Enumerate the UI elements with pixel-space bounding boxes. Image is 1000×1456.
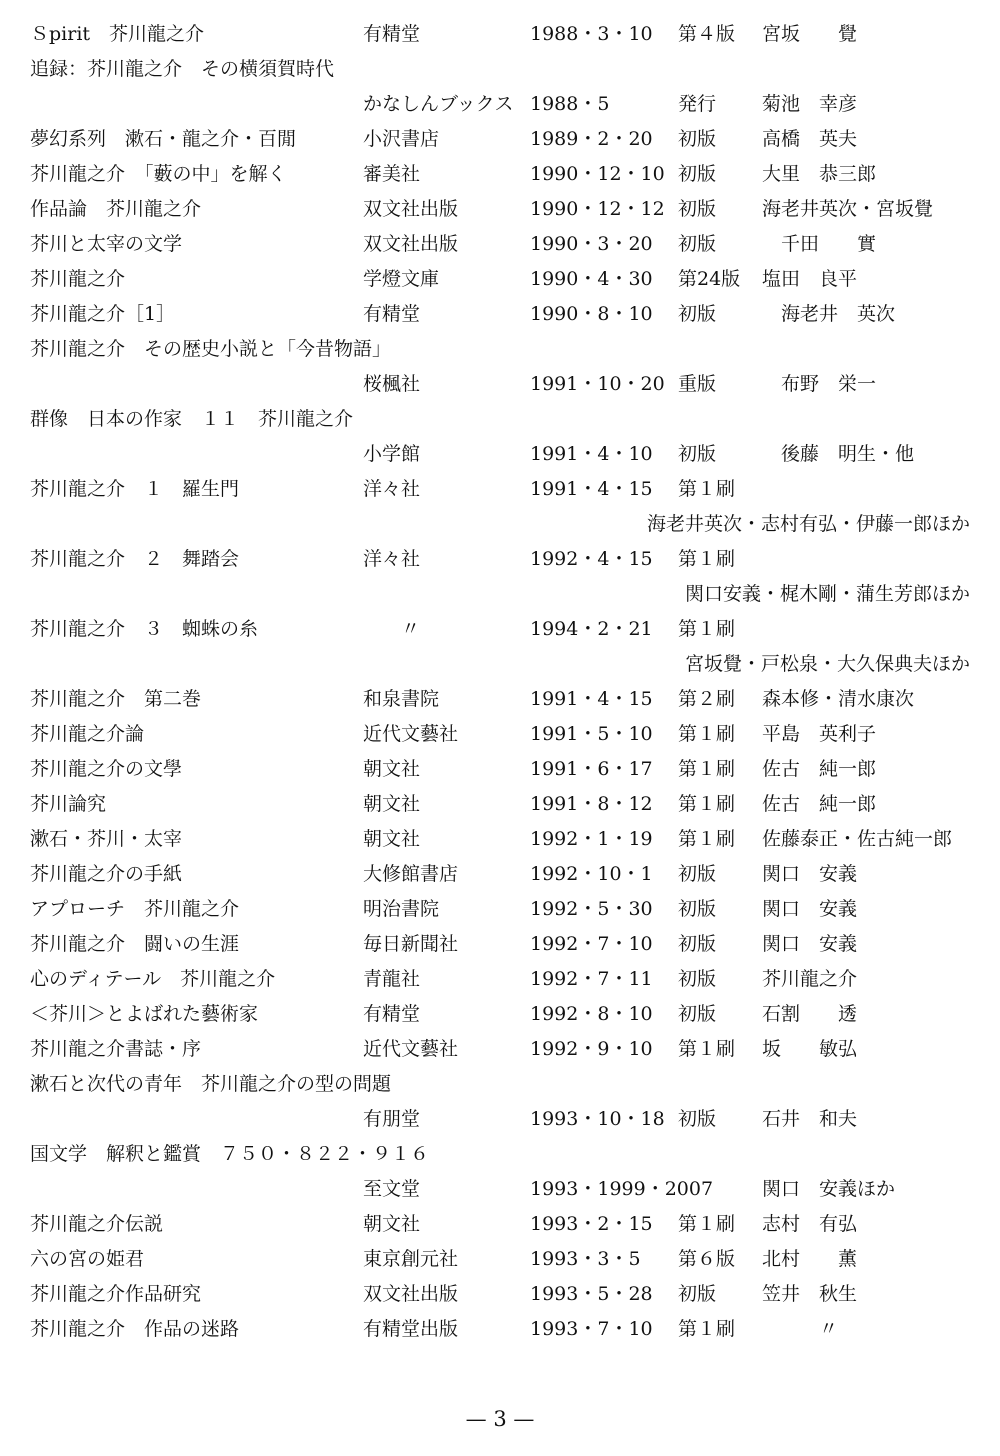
author: 佐古 純一郎 [762,793,877,815]
book-title: 六の宮の姫君 [30,1248,145,1270]
edition: 初版 [678,933,717,955]
author: 石割 透 [762,1003,858,1025]
book-title: 芥川龍之介の文學 [30,758,183,780]
author: 佐古 純一郎 [762,758,877,780]
bibliography-entry-row [0,437,1000,472]
bibliography-entry-row [0,52,1000,87]
publisher: 双文社出版 [363,233,459,255]
book-title: 漱石と次代の青年 芥川龍之介の型の問題 [30,1073,392,1095]
book-title: 芥川と太宰の文学 [30,233,183,255]
edition: 第１刷 [678,1318,736,1340]
publisher: 双文社出版 [363,198,459,220]
publisher: 有精堂 [363,1003,421,1025]
publisher: 近代文藝社 [363,1038,459,1060]
publication-date: 1992・8・10 [530,1003,653,1025]
edition: 重版 [678,373,717,395]
publication-date: 1991・6・17 [530,758,653,780]
author: 坂 敏弘 [762,1038,858,1060]
publication-date: 1993・5・28 [530,1283,653,1305]
edition: 初版 [678,968,717,990]
bibliography-entry-row [0,647,1000,682]
bibliography-entry-row [0,17,1000,52]
publisher: 有朋堂 [363,1108,421,1130]
book-title: 芥川龍之介［1］ [30,303,176,325]
publication-date: 1992・7・10 [530,933,653,955]
author: 平島 英利子 [762,723,877,745]
edition: 初版 [678,1283,717,1305]
publication-date: 1992・4・15 [530,548,653,570]
publication-date: 1991・4・15 [530,478,653,500]
publication-date: 1990・12・10 [530,163,665,185]
edition: 初版 [678,898,717,920]
book-title: 芥川龍之介 その歴史小説と「今昔物語」 [30,338,392,360]
bibliography-entry-row [0,542,1000,577]
book-title: 芥川龍之介の手紙 [30,863,183,885]
bibliography-entry-row [0,122,1000,157]
publication-date: 1990・8・10 [530,303,653,325]
bibliography-entry-row [0,997,1000,1032]
book-title: 芥川龍之介 [30,268,126,290]
publisher: 小学館 [363,443,421,465]
page-number: — 3 — [465,1407,535,1431]
book-title: 芥川龍之介 第二巻 [30,688,202,710]
author: 高橋 英夫 [762,128,858,150]
book-title: 作品論 芥川龍之介 [30,198,202,220]
publication-date: 1993・10・18 [530,1108,665,1130]
publisher: 朝文社 [363,793,421,815]
book-title: 芥川龍之介 「藪の中」を解く [30,163,287,185]
edition: 第24版 [678,268,741,290]
author: 海老井英次・宮坂覺 [762,198,934,220]
edition: 初版 [678,233,717,255]
edition: 初版 [678,128,717,150]
publication-date: 1991・4・15 [530,688,653,710]
book-title: 芥川龍之介 作品の迷路 [30,1318,240,1340]
book-title: 追録：芥川龍之介 その横須賀時代 [30,58,335,80]
bibliography-entry-row [0,87,1000,122]
edition: 第１刷 [678,723,736,745]
bibliography-entry-row [0,192,1000,227]
publication-date: 1990・4・30 [530,268,653,290]
edition: 第１刷 [678,478,736,500]
book-title: 心のディテール 芥川龍之介 [30,968,276,990]
publication-date: 1991・8・12 [530,793,653,815]
bibliography-entry-row [0,1207,1000,1242]
book-title: アプローチ 芥川龍之介 [30,898,240,920]
contributors: 宮坂覺・戸松泉・大久保典夫ほか [684,653,970,675]
publication-date: 1993・2・15 [530,1213,653,1235]
book-title: 芥川龍之介伝説 [30,1213,164,1235]
book-title: 芥川論究 [30,793,107,815]
edition: 第１刷 [678,758,736,780]
bibliography-entry-row [0,577,1000,612]
publisher: 和泉書院 [363,688,440,710]
author: 千田 實 [762,233,877,255]
edition: 第１刷 [678,618,736,640]
publication-date: 1990・12・12 [530,198,665,220]
publisher: 毎日新聞社 [363,933,459,955]
publication-date: 1993・7・10 [530,1318,653,1340]
edition: 第２刷 [678,688,736,710]
edition: 第１刷 [678,828,736,850]
edition: 初版 [678,303,717,325]
book-title: 芥川龍之介作品研究 [30,1283,202,1305]
publisher: 有精堂 [363,303,421,325]
bibliography-entry-row [0,402,1000,437]
edition: 初版 [678,863,717,885]
publisher: 桜楓社 [363,373,421,395]
bibliography-entry-row [0,1242,1000,1277]
author: 北村 薫 [762,1248,858,1270]
publisher: 明治書院 [363,898,440,920]
bibliography-entry-row [0,157,1000,192]
bibliography-entry-row [0,1102,1000,1137]
bibliography-entry-row [0,1137,1000,1172]
author: 〃 [762,1318,839,1340]
book-title: Ｓpirit 芥川龍之介 [30,23,205,45]
publication-date: 1992・5・30 [530,898,653,920]
edition: 初版 [678,1003,717,1025]
author: 石井 和夫 [762,1108,858,1130]
edition: 初版 [678,163,717,185]
contributors: 海老井英次・志村有弘・伊藤一郎ほか [646,513,970,535]
book-title: 芥川龍之介論 [30,723,145,745]
bibliography-entry-row [0,822,1000,857]
book-title: 芥川龍之介 闘いの生涯 [30,933,240,955]
publication-date: 1988・3・10 [530,23,653,45]
bibliography-entry-row [0,1032,1000,1067]
book-title: 芥川龍之介 ２ 舞踏会 [30,548,240,570]
publication-date: 1991・5・10 [530,723,653,745]
publisher: 有精堂 [363,23,421,45]
bibliography-entry-row [0,752,1000,787]
bibliography-entry-row [0,892,1000,927]
bibliography-entry-row [0,367,1000,402]
author: 関口 安義 [762,863,858,885]
author: 佐藤泰正・佐古純一郎 [762,828,953,850]
bibliography-entry-row [0,297,1000,332]
book-title: 芥川龍之介書誌・序 [30,1038,202,1060]
edition: 第１刷 [678,548,736,570]
bibliography-entry-row [0,612,1000,647]
author: 後藤 明生・他 [762,443,915,465]
publisher: 朝文社 [363,1213,421,1235]
publisher: 洋々社 [363,478,421,500]
bibliography-entry-row [0,332,1000,367]
publisher: 至文堂 [363,1178,421,1200]
publication-date: 1989・2・20 [530,128,653,150]
book-title: 国文学 解釈と鑑賞 ７５０・８２２・９１６ [30,1143,430,1165]
publication-date: 1991・10・20 [530,373,665,395]
publisher: 朝文社 [363,758,421,780]
bibliography-entry-row [0,717,1000,752]
bibliography-entry-row [0,1312,1000,1347]
book-title: ＜芥川＞とよばれた藝術家 [30,1003,259,1025]
publication-date: 1992・7・11 [530,968,653,990]
author: 布野 栄一 [762,373,877,395]
edition: 第１刷 [678,793,736,815]
publisher: 双文社出版 [363,1283,459,1305]
publication-date: 1991・4・10 [530,443,653,465]
author: 海老井 英次 [762,303,896,325]
author: 志村 有弘 [762,1213,858,1235]
bibliography-entry-row [0,262,1000,297]
book-title: 芥川龍之介 １ 羅生門 [30,478,240,500]
author: 関口 安義 [762,933,858,955]
publication-date: 1992・1・19 [530,828,653,850]
publisher: 洋々社 [363,548,421,570]
bibliography-entry-row [0,1172,1000,1207]
publisher: 大修館書店 [363,863,459,885]
edition: 第１刷 [678,1038,736,1060]
publication-date: 1994・2・21 [530,618,653,640]
publisher: 審美社 [363,163,421,185]
book-title: 群像 日本の作家 １１ 芥川龍之介 [30,408,354,430]
author: 菊池 幸彦 [762,93,858,115]
author: 大里 恭三郎 [762,163,877,185]
publication-date: 1992・10・1 [530,863,653,885]
bibliography-entry-row [0,472,1000,507]
edition: 初版 [678,443,717,465]
edition: 発行 [678,93,717,115]
author: 関口 安義 [762,898,858,920]
bibliography-entry-row [0,927,1000,962]
author: 塩田 良平 [762,268,858,290]
book-title: 漱石・芥川・太宰 [30,828,183,850]
edition: 初版 [678,1108,717,1130]
contributors: 関口安義・梶木剛・蒲生芳郎ほか [684,583,970,605]
publisher: 近代文藝社 [363,723,459,745]
book-title: 芥川龍之介 ３ 蜘蛛の糸 [30,618,259,640]
edition: 第１刷 [678,1213,736,1235]
publisher: 学燈文庫 [363,268,440,290]
edition: 第４版 [678,23,736,45]
bibliography-entry-row [0,857,1000,892]
author: 関口 安義ほか [762,1178,896,1200]
author: 森本修・清水康次 [762,688,915,710]
publisher: 東京創元社 [363,1248,459,1270]
bibliography-entry-row [0,1067,1000,1102]
author: 芥川龍之介 [762,968,858,990]
book-title: 夢幻系列 漱石・龍之介・百閒 [30,128,297,150]
publisher: かなしんブックス [363,93,514,115]
publication-date: 1993・3・5 [530,1248,641,1270]
bibliography-entry-row [0,787,1000,822]
edition: 第６版 [678,1248,736,1270]
publication-date: 1993・1999・2007 [530,1178,714,1200]
publisher: 朝文社 [363,828,421,850]
publisher: 〃 [363,618,421,640]
publisher: 有精堂出版 [363,1318,459,1340]
bibliography-entry-row [0,962,1000,997]
publication-date: 1990・3・20 [530,233,653,255]
edition: 初版 [678,198,717,220]
publisher: 青龍社 [363,968,421,990]
publisher: 小沢書店 [363,128,440,150]
author: 宮坂 覺 [762,23,858,45]
bibliography-entry-row [0,227,1000,262]
bibliography-entry-row [0,507,1000,542]
bibliography-entry-row [0,1277,1000,1312]
author: 笠井 秋生 [762,1283,858,1305]
publication-date: 1992・9・10 [530,1038,653,1060]
bibliography-entry-row [0,682,1000,717]
publication-date: 1988・5 [530,93,610,115]
